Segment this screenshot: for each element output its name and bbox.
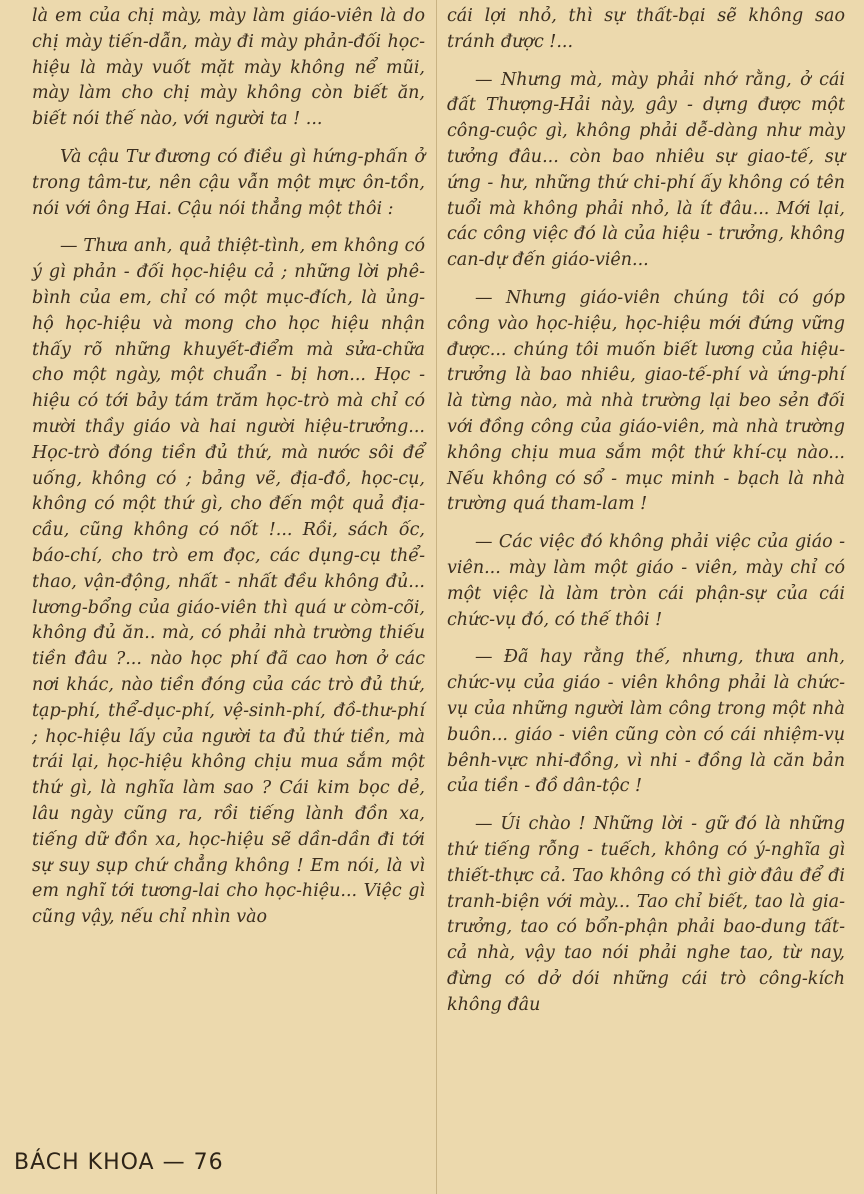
- paragraph: — Nhưng giáo-viên chúng tôi có góp công vào học-hiệu, học-hiệu mới đứng vững được... chúng tôi muốn biết lương của hiệu-trưởng là bao nhiêu, giao-tế-phí và ứng-phí là từng nào, mà nhà trường lại beo sẻn đối với đồng công của giáo-viên, mà nhà trường không chịu mua sắm một thứ khí-cụ nào... Nếu không có sổ - mục minh - bạch là nhà trường quá tham-lam !: [447, 287, 845, 515]
- column-divider: [436, 0, 437, 1194]
- right-column: [447, 4, 845, 1018]
- left-column: [32, 4, 425, 931]
- paragraph: Và cậu Tư đương có điều gì hứng-phấn ở trong tâm-tư, nên cậu vẫn một mực ôn-tồn, nói với ông Hai. Cậu nói thẳng một thôi :: [32, 146, 425, 219]
- paragraph: là em của chị mày, mày làm giáo-viên là do chị mày tiến-dẫn, mày đi mày phản-đối học-hiệu là mày vuốt mặt mày không nể mũi, mày làm cho chị mày không còn biết ăn, biết nói thế nào, với người ta ! ...: [32, 6, 425, 130]
- page-number: 76: [193, 1150, 224, 1175]
- paragraph: — Các việc đó không phải việc của giáo - viên... mày làm một giáo - viên, mày chỉ có một việc là làm tròn cái phận-sự của cái chức-vụ đó, có thế thôi !: [447, 532, 845, 630]
- paragraph: — Thưa anh, quả thiệt-tình, em không có ý gì phản - đối học-hiệu cả ; những lời phê-bình của em, chỉ có một mục-đích, là ủng-hộ học-hiệu và mong cho học hiệu nhận thấy rõ những khuyết-điểm mà sửa-chữa cho một ngày, một chuẩn - bị hơn... Học - hiệu có tới bảy tám trăm học-trò mà chỉ có mười thầy giáo và hai người hiệu-trưởng... Học-trò đóng tiền đủ thứ, mà nước sôi để uống, không có ; bảng vẽ, địa-đồ, học-cụ, không có một thứ gì, cho đến một quả địa-cầu, cũng không có nốt !... Rồi, sách ốc, báo-chí, cho trò em đọc, các dụng-cụ thể-thao, vận-động, nhất - nhất đều không đủ... lương-bổng của giáo-viên thì quá ư còm-cõi, không đủ ăn.. mà, có phải nhà trường thiếu tiền đâu ?... nào học phí đã cao hơn ở các nơi khác, nào tiền đóng của các trò đủ thứ, tạp-phí, thể-dục-phí, vệ-sinh-phí, đồ-thư-phí ; học-hiệu lấy của người ta đủ thứ tiền, mà trái lại, học-hiệu không chịu mua sắm một thứ gì, là nghĩa làm sao ? Cái kim bọc dẻ, lâu ngày cũng ra, rồi tiếng lành đồn xa, tiếng dữ đồn xa, học-hiệu sẽ dần-dần đi tới sự suy sụp chứ chẳng không ! Em nói, là vì em nghĩ tới tương-lai cho học-hiệu... Việc gì cũng vậy, nếu chỉ nhìn vào: [32, 236, 425, 928]
- paragraph: cái lợi nhỏ, thì sự thất-bại sẽ không sao tránh được !...: [447, 6, 845, 52]
- paragraph: — Đã hay rằng thế, nhưng, thưa anh, chức-vụ của giáo - viên không phải là chức-vụ của những người làm công trong một nhà buôn... giáo - viên cũng còn có cái nhiệm-vụ bênh-vực nhi-đồng, vì nhi - đồng là căn bản của tiền - đồ dân-tộc !: [447, 647, 845, 797]
- magazine-name: BÁCH KHOA —: [14, 1150, 186, 1175]
- page-footer: [14, 1150, 224, 1175]
- paragraph: — Nhưng mà, mày phải nhớ rằng, ở cái đất Thượng-Hải này, gây - dựng được một công-cuộc gì, không phải dễ-dàng như mày tưởng đâu... còn bao nhiêu sự giao-tế, sự ứng - hư, những thứ chi-phí ấy không có tên tuổi mà không phải nhỏ, là ít đâu... Mới lại, các công việc đó là của hiệu - trưởng, không can-dự đến giáo-viên...: [447, 69, 845, 271]
- paragraph: — Úi chào ! Những lời - gữ đó là những thứ tiếng rỗng - tuếch, không có ý-nghĩa gì thiết-thực cả. Tao không có thì giờ đâu để đi tranh-biện với mày... Tao chỉ biết, tao là gia-trưởng, tao có bổn-phận phải bao-dung tất-cả nhà, vậy tao nói phải nghe tao, từ nay, đừng có dở dói những cái trò công-kích không đâu: [447, 814, 845, 1015]
